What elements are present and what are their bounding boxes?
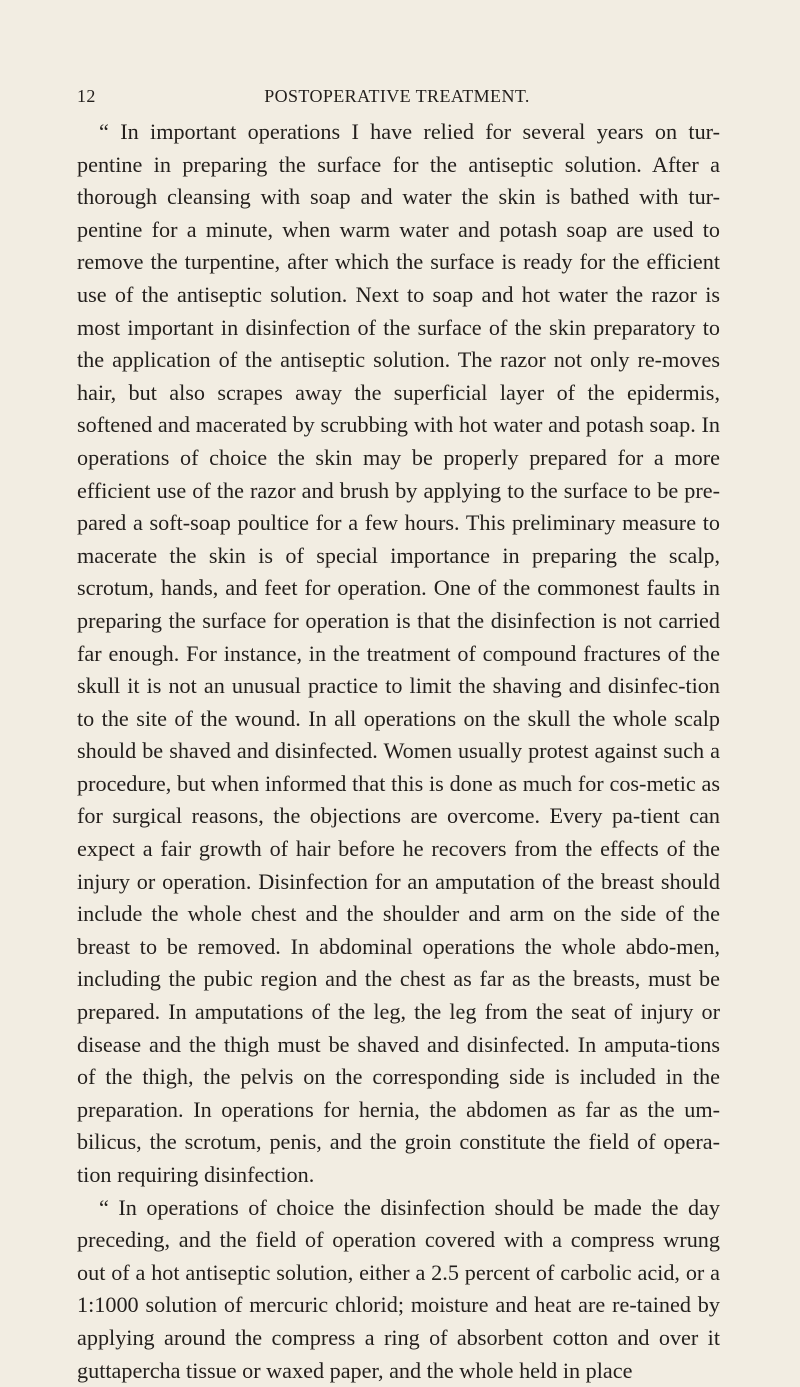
page-header — [77, 84, 717, 108]
paragraph: “ In important operations I have relied for several years on tur-pentine in preparing the surface for the antiseptic solution. After a thorough cleansing with soap and water the skin is bathed with tur-pentine for a minute, when warm water and potash soap are used to remove the turpentine, after which the surface is ready for the efficient use of the antiseptic solution. Next to soap and hot water the razor is most important in disinfection of the surface of the skin preparatory to the application of the antiseptic solution. The razor not only re-moves hair, but also scrapes away the superficial layer of the epidermis, softened and macerated by scrubbing with hot water and potash soap. In operations of choice the skin may be properly prepared for a more efficient use of the razor and brush by applying to the surface to be pre-pared a soft-soap poultice for a few hours. This preliminary measure to macerate the skin is of special importance in preparing the scalp, scrotum, hands, and feet for operation. One of the commonest faults in preparing the surface for operation is that the disinfection is not carried far enough. For instance, in the treatment of compound fractures of the skull it is not an unusual practice to limit the shaving and disinfec-tion to the site of the wound. In all operations on the skull the whole scalp should be shaved and disinfected. Women usually protest against such a procedure, but when informed that this is done as much for cos-metic as for surgical reasons, the objections are overcome. Every pa-tient can expect a fair growth of hair before he recovers from the effects of the injury or operation. Disinfection for an amputation of the breast should include the whole chest and the shoulder and arm on the side of the breast to be removed. In abdominal operations the whole abdo-men, including the pubic region and the chest as far as the breasts, must be prepared. In amputations of the leg, the leg from the seat of injury or disease and the thigh must be shaved and disinfected. In amputa-tions of the thigh, the pelvis on the corresponding side is included in the preparation. In operations for hernia, the abdomen as far as the um-bilicus, the scrotum, penis, and the groin constitute the field of opera-tion requiring disinfection. — [77, 119, 720, 1187]
paragraph: “ In operations of choice the disinfection should be made the day preceding, and the field of operation covered with a compress wrung out of a hot antiseptic solution, either a 2.5 percent of carbolic acid, or a 1:1000 solution of mercuric chlorid; moisture and heat are re-tained by applying around the compress a ring of absorbent cotton and over it guttapercha tissue or waxed paper, and the whole held in place — [77, 1194, 720, 1383]
page-number: 12 — [77, 86, 96, 106]
running-title: POSTOPERATIVE TREATMENT. — [264, 86, 530, 106]
body-text — [77, 116, 720, 1387]
